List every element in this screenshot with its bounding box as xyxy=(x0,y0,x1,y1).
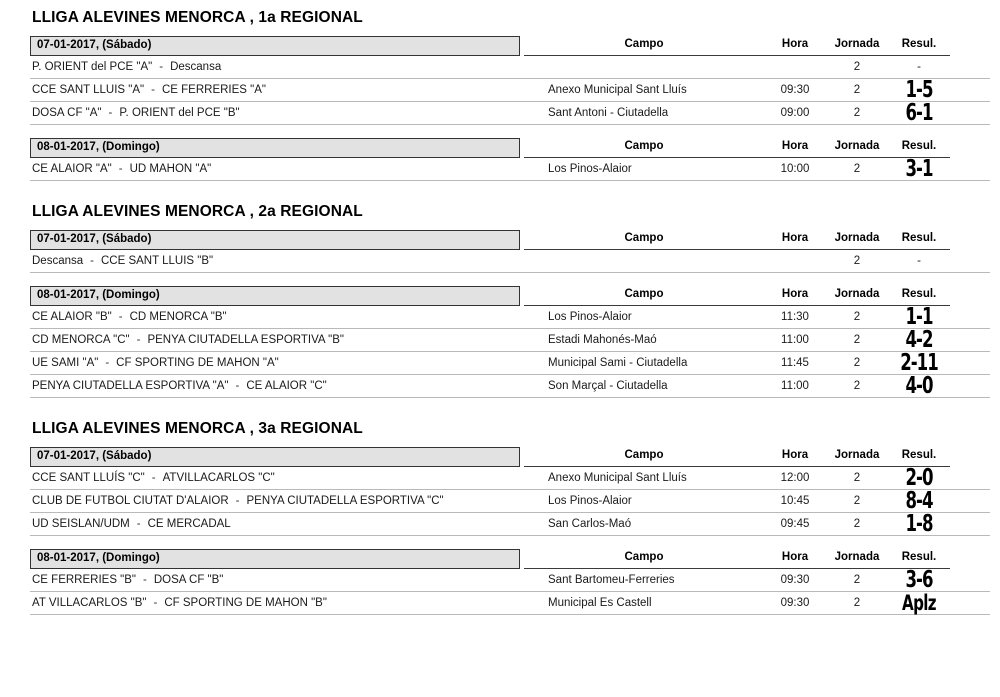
league-block xyxy=(0,411,1000,628)
table-row xyxy=(30,250,990,273)
hora-cell: 09:00 xyxy=(780,107,810,119)
team-separator: - xyxy=(151,84,155,96)
hora-cell: 09:30 xyxy=(780,84,810,96)
table-row xyxy=(30,56,990,79)
home-team: CE ALAIOR "A" xyxy=(32,163,112,175)
hora-cell: 10:45 xyxy=(780,495,810,507)
match-teams xyxy=(30,513,524,535)
league-block xyxy=(0,194,1000,411)
column-header-resul: Resul. xyxy=(888,549,950,569)
hora-cell: 11:45 xyxy=(781,357,809,369)
day-group xyxy=(0,230,1000,286)
result-cell: 2-0 xyxy=(905,464,933,491)
match-teams xyxy=(30,592,524,614)
column-header-jornada: Jornada xyxy=(826,549,888,569)
date-label: 08-01-2017, (Domingo) xyxy=(30,286,520,306)
hora-cell: 12:00 xyxy=(780,472,810,484)
jornada-cell: 2 xyxy=(853,334,861,346)
date-label: 07-01-2017, (Sábado) xyxy=(30,230,520,250)
team-separator: - xyxy=(153,597,158,609)
match-teams xyxy=(30,329,524,351)
column-header-jornada: Jornada xyxy=(826,286,888,306)
team-separator: - xyxy=(118,163,123,175)
team-separator: - xyxy=(136,334,141,346)
table-row xyxy=(30,99,990,126)
column-header-resul: Resul. xyxy=(888,447,950,467)
venue-cell: Estadi Mahonés-Maó xyxy=(548,334,657,346)
column-header-hora: Hora xyxy=(764,447,826,467)
date-label: 08-01-2017, (Domingo) xyxy=(30,549,520,569)
result-cell: - xyxy=(917,61,921,73)
venue-cell: Los Pinos-Alaior xyxy=(548,495,632,507)
away-team: CF SPORTING DE MAHON "A" xyxy=(116,357,279,369)
team-separator: - xyxy=(143,574,147,586)
home-team: CLUB DE FUTBOL CIUTAT D'ALAIOR xyxy=(32,495,229,507)
column-header-jornada: Jornada xyxy=(826,36,888,56)
venue-cell: Son Marçal - Ciutadella xyxy=(548,380,668,392)
date-label: 07-01-2017, (Sábado) xyxy=(30,36,520,56)
home-team: CD MENORCA "C" xyxy=(32,334,130,346)
home-team: CE FERRERIES "B" xyxy=(32,574,137,586)
jornada-cell: 2 xyxy=(853,518,861,530)
jornada-cell: 2 xyxy=(853,357,861,369)
league-block xyxy=(0,0,1000,194)
venue-cell: Los Pinos-Alaior xyxy=(548,163,632,175)
match-teams xyxy=(30,79,524,101)
day-header-row xyxy=(0,36,1000,56)
hora-cell: 09:30 xyxy=(780,597,810,609)
column-header-hora: Hora xyxy=(764,549,826,569)
column-header-resul: Resul. xyxy=(888,36,950,56)
jornada-cell: 2 xyxy=(853,61,861,73)
home-team: AT VILLACARLOS "B" xyxy=(32,597,147,609)
match-teams xyxy=(30,56,524,78)
home-team: CE ALAIOR "B" xyxy=(32,311,112,323)
away-team: CD MENORCA "B" xyxy=(129,311,227,323)
venue-cell: Municipal Sami - Ciutadella xyxy=(548,357,688,369)
home-team: PENYA CIUTADELLA ESPORTIVA "A" xyxy=(32,380,229,392)
day-header-row xyxy=(0,549,1000,569)
jornada-cell: 2 xyxy=(853,495,861,507)
home-team: Descansa xyxy=(32,255,84,267)
result-cell: Aplz xyxy=(902,590,936,615)
home-team: CCE SANT LLUIS "A" xyxy=(32,84,145,96)
table-row xyxy=(30,155,990,182)
home-team: P. ORIENT del PCE "A" xyxy=(32,61,153,73)
jornada-cell: 2 xyxy=(853,472,861,484)
column-header-jornada: Jornada xyxy=(826,138,888,158)
match-teams xyxy=(30,352,524,374)
venue-cell: Anexo Municipal Sant Lluís xyxy=(548,84,687,96)
team-separator: - xyxy=(136,518,141,530)
league-title: LLIGA ALEVINES MENORCA , 1a REGIONAL xyxy=(32,9,363,26)
hora-cell: 11:00 xyxy=(781,334,809,346)
table-row xyxy=(30,510,990,537)
day-group xyxy=(0,138,1000,194)
result-cell: 1-5 xyxy=(905,76,933,103)
home-team: UE SAMI "A" xyxy=(32,357,99,369)
date-label: 08-01-2017, (Domingo) xyxy=(30,138,520,158)
table-row xyxy=(30,349,990,376)
jornada-cell: 2 xyxy=(853,380,861,392)
jornada-cell: 2 xyxy=(853,311,861,323)
venue-cell: San Carlos-Maó xyxy=(548,518,632,530)
day-header-row xyxy=(0,230,1000,250)
hora-cell: 09:45 xyxy=(780,518,810,530)
team-separator: - xyxy=(90,255,94,267)
table-row xyxy=(30,592,990,615)
jornada-cell: 2 xyxy=(853,574,861,586)
away-team: ATVILLACARLOS "C" xyxy=(162,472,275,484)
team-separator: - xyxy=(108,107,113,119)
day-header-row xyxy=(0,286,1000,306)
table-row xyxy=(30,372,990,399)
jornada-cell: 2 xyxy=(853,107,861,119)
home-team: UD SEISLAN/UDM xyxy=(32,518,130,530)
table-row xyxy=(30,566,990,593)
team-separator: - xyxy=(118,311,123,323)
match-teams xyxy=(30,102,524,124)
match-teams xyxy=(30,158,524,180)
away-team: P. ORIENT del PCE "B" xyxy=(119,107,240,119)
away-team: UD MAHON "A" xyxy=(129,163,212,175)
column-header-campo: Campo xyxy=(524,286,764,306)
hora-cell: 09:30 xyxy=(780,574,810,586)
jornada-cell: 2 xyxy=(853,163,861,175)
result-cell: 4-0 xyxy=(905,372,933,399)
column-header-campo: Campo xyxy=(524,36,764,56)
result-cell: 1-1 xyxy=(905,303,933,330)
table-row xyxy=(30,303,990,330)
day-group xyxy=(0,286,1000,411)
column-header-hora: Hora xyxy=(764,138,826,158)
jornada-cell: 2 xyxy=(853,255,861,267)
jornada-cell: 2 xyxy=(853,597,861,609)
hora-cell: 11:00 xyxy=(781,380,809,392)
table-row xyxy=(30,464,990,491)
team-separator: - xyxy=(105,357,110,369)
day-group xyxy=(0,447,1000,549)
result-cell: 6-1 xyxy=(905,99,933,126)
away-team: CE MERCADAL xyxy=(147,518,231,530)
column-header-resul: Resul. xyxy=(888,138,950,158)
league-title: LLIGA ALEVINES MENORCA , 2a REGIONAL xyxy=(32,203,363,220)
result-cell: 4-2 xyxy=(905,326,933,353)
away-team: CE FERRERIES "A" xyxy=(161,84,266,96)
result-cell: 8-4 xyxy=(905,487,933,514)
result-cell: - xyxy=(917,255,921,267)
team-separator: - xyxy=(235,380,240,392)
day-group xyxy=(0,549,1000,628)
column-header-campo: Campo xyxy=(524,230,764,250)
away-team: PENYA CIUTADELLA ESPORTIVA "C" xyxy=(246,495,444,507)
match-teams xyxy=(30,467,524,489)
team-separator: - xyxy=(159,61,164,73)
column-header-campo: Campo xyxy=(524,447,764,467)
venue-cell: Anexo Municipal Sant Lluís xyxy=(548,472,687,484)
column-header-jornada: Jornada xyxy=(826,447,888,467)
match-teams xyxy=(30,375,524,397)
venue-cell: Municipal Es Castell xyxy=(548,597,652,609)
day-header-row xyxy=(0,138,1000,158)
away-team: CCE SANT LLUIS "B" xyxy=(100,255,214,267)
column-header-resul: Resul. xyxy=(888,286,950,306)
result-cell: 1-8 xyxy=(905,510,933,537)
day-group xyxy=(0,36,1000,138)
hora-cell: 10:00 xyxy=(780,163,810,175)
match-teams xyxy=(30,490,524,512)
column-header-hora: Hora xyxy=(764,230,826,250)
team-separator: - xyxy=(151,472,156,484)
venue-cell: Los Pinos-Alaior xyxy=(548,311,632,323)
day-header-row xyxy=(0,447,1000,467)
hora-cell: 11:30 xyxy=(781,311,809,323)
match-teams xyxy=(30,250,524,272)
table-row xyxy=(30,326,990,353)
venue-cell: Sant Antoni - Ciutadella xyxy=(548,107,669,119)
match-teams xyxy=(30,306,524,328)
table-row xyxy=(30,76,990,103)
home-team: DOSA CF "A" xyxy=(32,107,102,119)
team-separator: - xyxy=(235,495,240,507)
away-team: CE ALAIOR "C" xyxy=(246,380,327,392)
away-team: CF SPORTING DE MAHON "B" xyxy=(164,597,327,609)
result-cell: 3-6 xyxy=(905,566,933,593)
column-header-hora: Hora xyxy=(764,36,826,56)
column-header-jornada: Jornada xyxy=(826,230,888,250)
column-header-hora: Hora xyxy=(764,286,826,306)
column-header-resul: Resul. xyxy=(888,230,950,250)
result-cell: 3-1 xyxy=(905,155,933,182)
date-label: 07-01-2017, (Sábado) xyxy=(30,447,520,467)
jornada-cell: 2 xyxy=(853,84,861,96)
match-teams xyxy=(30,569,524,591)
column-header-campo: Campo xyxy=(524,138,764,158)
home-team: CCE SANT LLUÍS "C" xyxy=(32,472,145,484)
away-team: PENYA CIUTADELLA ESPORTIVA "B" xyxy=(147,334,344,346)
column-header-campo: Campo xyxy=(524,549,764,569)
table-row xyxy=(30,487,990,514)
league-title: LLIGA ALEVINES MENORCA , 3a REGIONAL xyxy=(32,420,363,437)
away-team: DOSA CF "B" xyxy=(153,574,224,586)
venue-cell: Sant Bartomeu-Ferreries xyxy=(548,574,675,586)
away-team: Descansa xyxy=(170,61,222,73)
result-cell: 2-11 xyxy=(900,349,938,376)
